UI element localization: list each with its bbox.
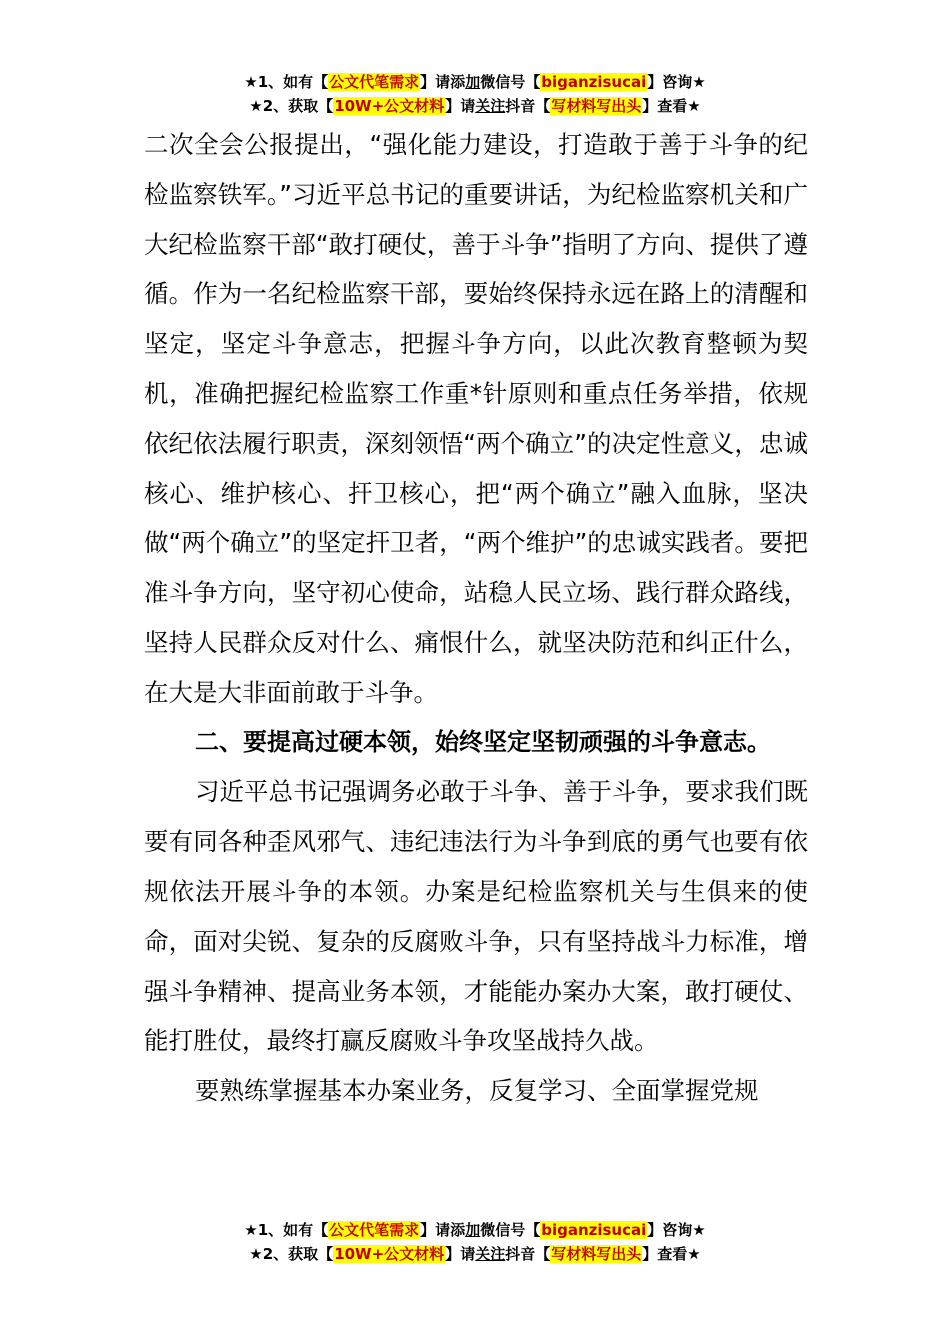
- banner-text: ★1、如有【: [244, 73, 329, 91]
- highlight-service: 公文代笔需求: [329, 1221, 420, 1239]
- banner-text: 】咨询★: [647, 1221, 706, 1239]
- section-heading-2: 二、要提高过硬本领，始终坚定坚韧顽强的斗争意志。: [195, 727, 771, 756]
- banner-text: 】查看★: [642, 97, 701, 115]
- highlight-douyin-account: 写材料写出头: [551, 1245, 642, 1263]
- banner-text: 】请: [445, 1245, 476, 1263]
- banner-text: 】咨询★: [647, 73, 706, 91]
- banner-text: 加: [465, 1221, 481, 1239]
- promo-banner-bottom: [0, 1218, 950, 1266]
- promo-line-2: [0, 1242, 950, 1266]
- document-body: [144, 120, 808, 1116]
- banner-text: 关注: [475, 1245, 506, 1263]
- promo-line-2: [0, 94, 950, 118]
- promo-banner-top: [0, 70, 950, 118]
- banner-text: 】请添: [420, 1221, 466, 1239]
- banner-text: 微信号【: [480, 73, 541, 91]
- promo-line-1: [0, 70, 950, 94]
- banner-text: 抖音【: [505, 1245, 551, 1263]
- banner-text: ★1、如有【: [244, 1221, 329, 1239]
- banner-text: ★2、获取【: [249, 1245, 334, 1263]
- banner-text: 】查看★: [642, 1245, 701, 1263]
- highlight-service: 公文代笔需求: [329, 73, 420, 91]
- paragraph-2: 习近平总书记强调务必敢于斗争、善于斗争，要求我们既要有同各种歪风邪气、违纪违法行为斗争到底的勇气也要有依规依法开展斗争的本领。办案是纪检监察机关与生俱来的使命，面对尖锐、复杂的反腐败斗争，只有坚持战斗力标准，增强斗争精神、提高业务本领，才能能办案办大案，敢打硬仗、能打胜仗，最终打赢反腐败斗争攻坚战持久战。: [144, 777, 808, 1056]
- banner-text: 】请添: [420, 73, 466, 91]
- banner-text: 抖音【: [505, 97, 551, 115]
- highlight-wechat-id: biganzisucai: [541, 1221, 647, 1239]
- banner-text: 加: [465, 73, 481, 91]
- banner-text: 】请: [445, 97, 476, 115]
- promo-line-1: [0, 1218, 950, 1242]
- banner-text: 微信号【: [480, 1221, 541, 1239]
- banner-text: 关注: [475, 97, 506, 115]
- highlight-wechat-id: biganzisucai: [541, 73, 647, 91]
- highlight-douyin-account: 写材料写出头: [551, 97, 642, 115]
- paragraph-3: 要熟练掌握基本办案业务，反复学习、全面掌握党规: [195, 1076, 759, 1106]
- highlight-materials: 10W+公文材料: [334, 1245, 445, 1263]
- highlight-materials: 10W+公文材料: [334, 97, 445, 115]
- paragraph-1: 二次全会公报提出，“强化能力建设，打造敢于善于斗争的纪检监察铁军。”习近平总书记的重要讲话，为纪检监察机关和广大纪检监察干部“敢打硬仗，善于斗争”指明了方向、提供了遵循。作为一名纪检监察干部，要始终保持永远在路上的清醒和坚定，坚定斗争意志，把握斗争方向，以此次教育整顿为契机，准确把握纪检监察工作重*针原则和重点任务举措，依规依纪依法履行职责，深刻领悟“两个确立”的决定性意义，忠诚核心、维护核心、扞卫核心，把“两个确立”融入血脉，坚决做“两个确立”的坚定扞卫者，“两个维护”的忠诚实践者。要把准斗争方向，坚守初心使命，站稳人民立场、践行群众路线，坚持人民群众反对什么、痛恨什么，就坚决防范和纠正什么，在大是大非面前敢于斗争。: [144, 130, 808, 707]
- banner-text: ★2、获取【: [249, 97, 334, 115]
